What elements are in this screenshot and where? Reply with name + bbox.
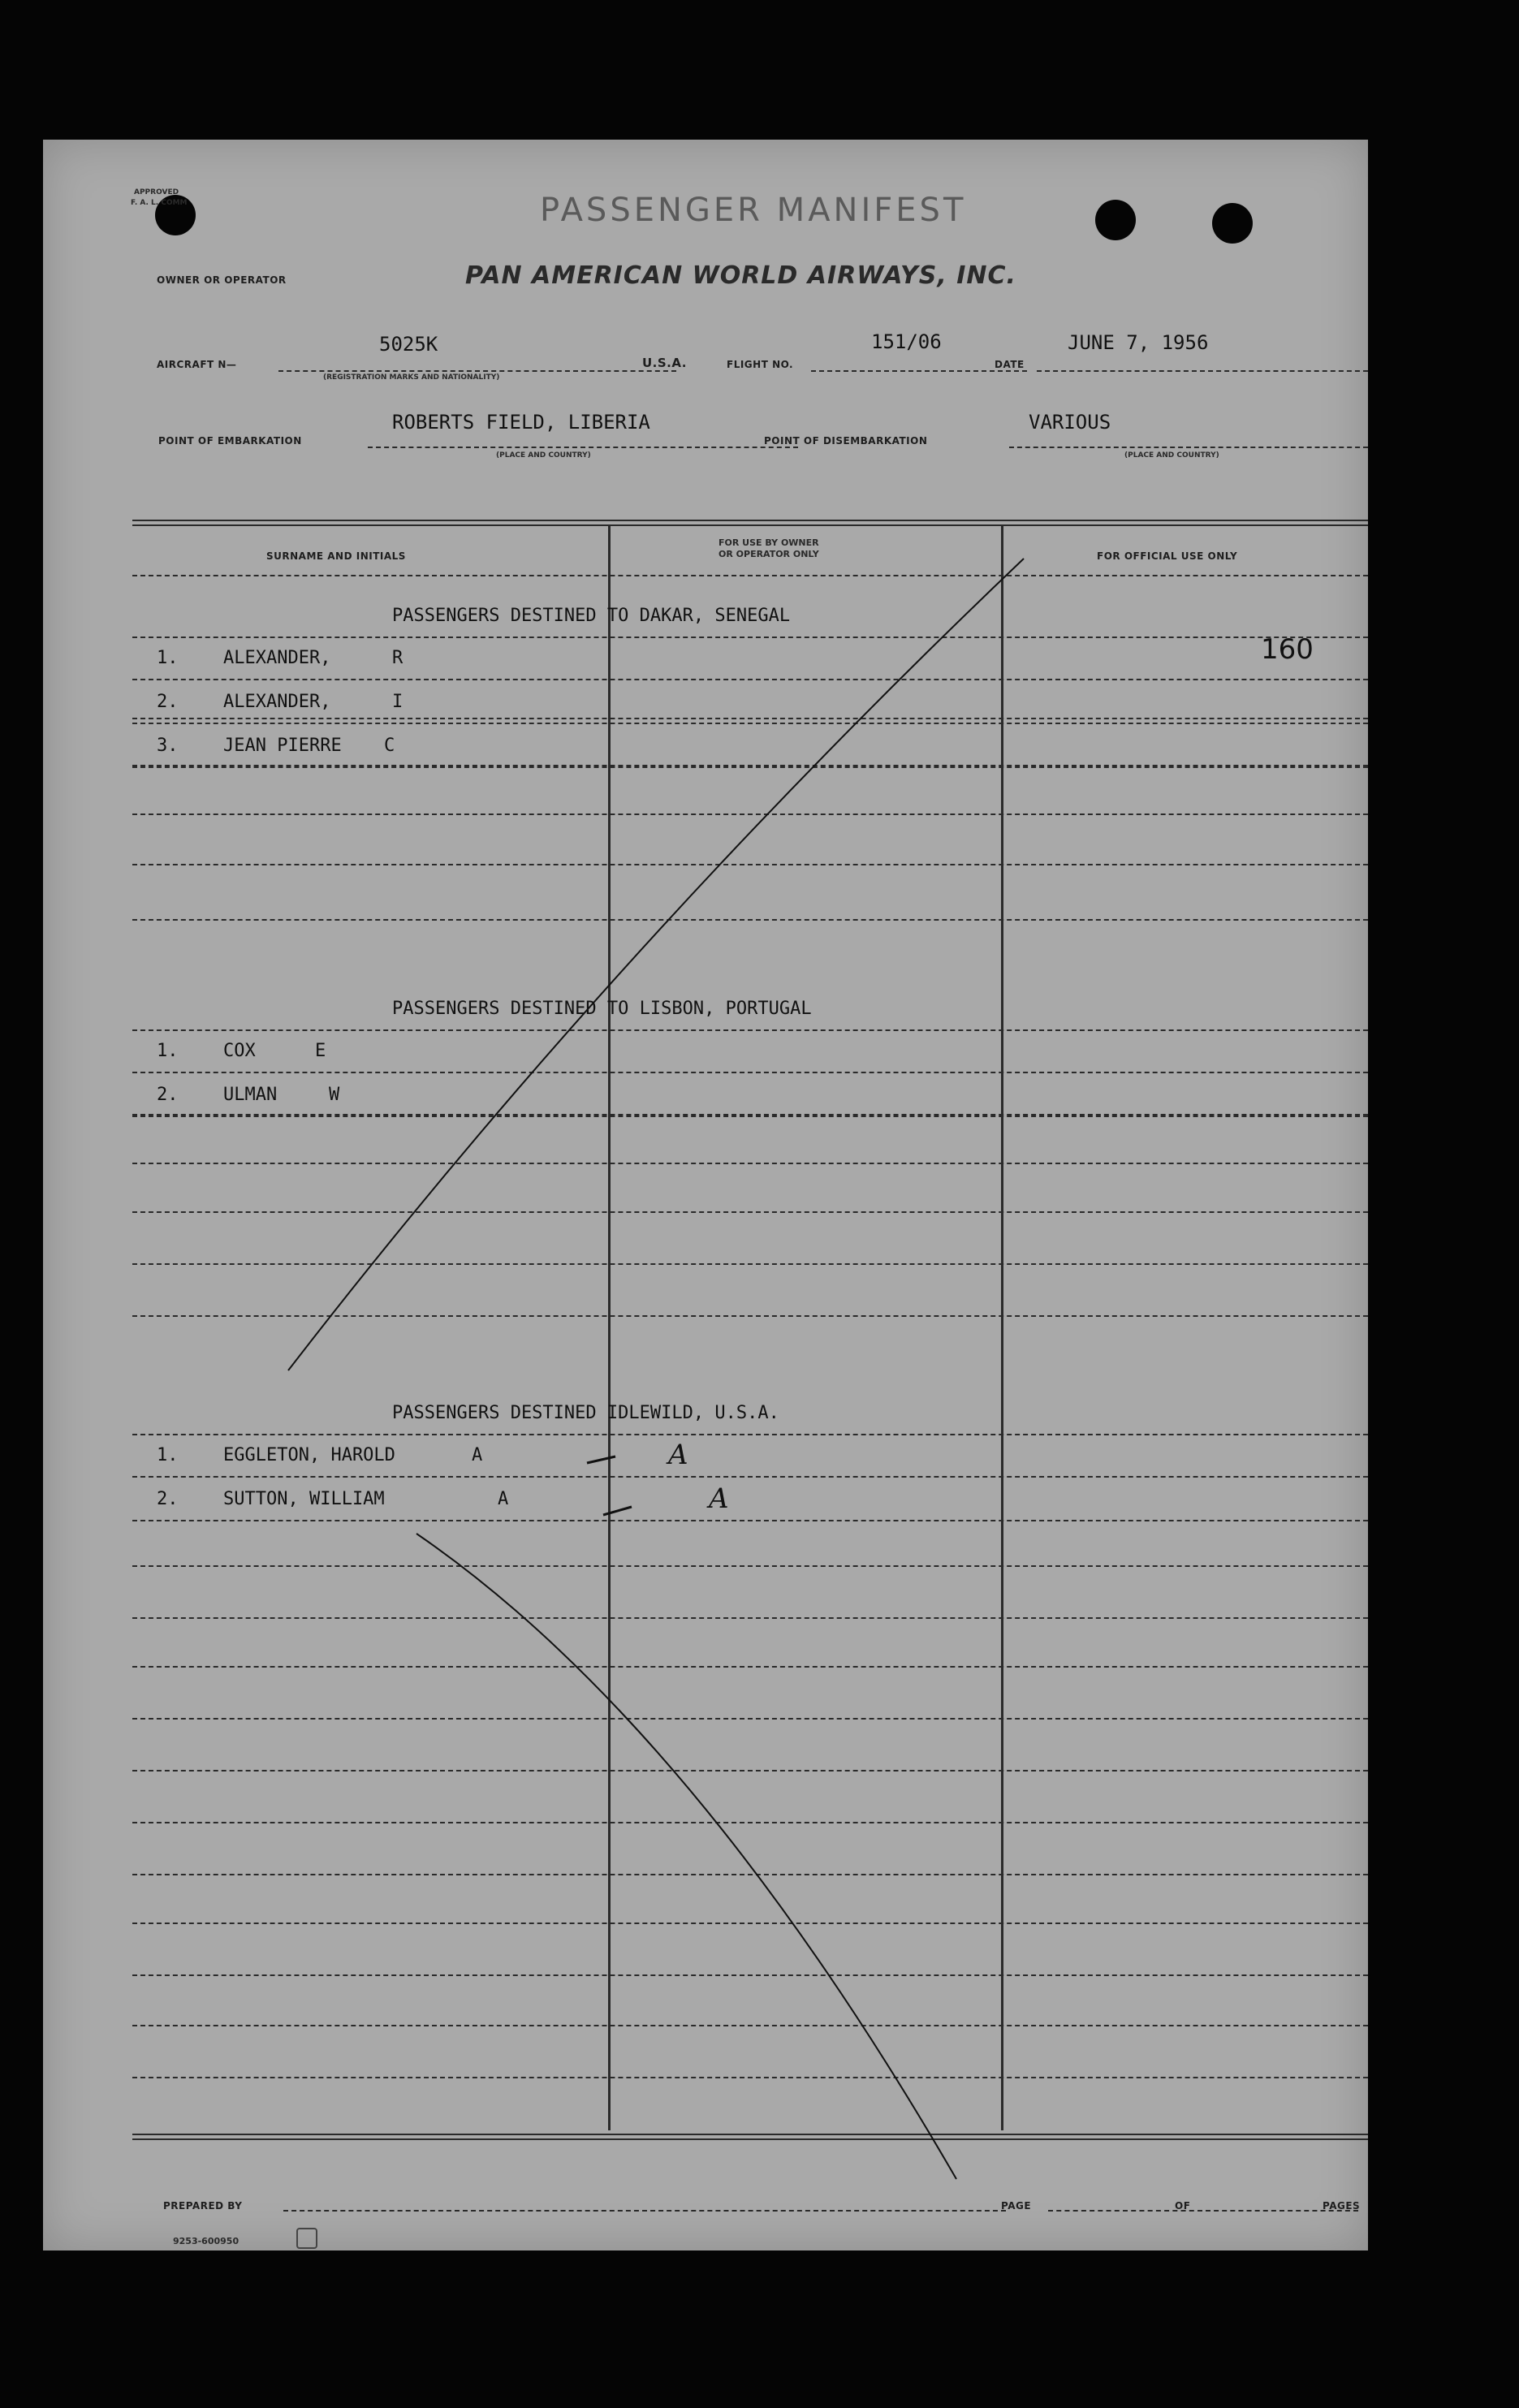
page-label: PAGE: [1001, 2200, 1032, 2212]
passenger-surname: COX: [223, 1041, 256, 1061]
approval-text: F. A. L. COMM: [131, 199, 188, 207]
passenger-surname: EGGLETON, HAROLD: [223, 1445, 395, 1465]
passenger-initial: I: [392, 692, 403, 712]
approval-stamp: APPROVED: [134, 188, 179, 196]
passenger-surname: SUTTON, WILLIAM: [223, 1489, 385, 1509]
checkmark: A: [709, 1482, 729, 1515]
cancel-stroke-lower: [416, 1534, 956, 2179]
aircraft-sublabel: (REGISTRATION MARKS AND NATIONALITY): [323, 373, 500, 382]
group-heading: PASSENGERS DESTINED TO LISBON, PORTUGAL: [392, 999, 812, 1019]
column-header-names: SURNAME AND INITIALS: [266, 550, 406, 562]
passenger-number: 1.: [157, 1041, 179, 1061]
passenger-surname: ULMAN: [223, 1085, 278, 1105]
passenger-number: 2.: [157, 692, 179, 712]
flight-date: JUNE 7, 1956: [1068, 331, 1209, 354]
passenger-surname: ALEXANDER,: [223, 692, 331, 712]
column-header-operator-2: OR OPERATOR ONLY: [719, 549, 819, 559]
embark-label: POINT OF EMBARKATION: [158, 435, 302, 447]
disembark-sublabel: (PLACE AND COUNTRY): [1124, 451, 1219, 460]
group-heading: PASSENGERS DESTINED TO DAKAR, SENEGAL: [392, 606, 791, 626]
embark-point: ROBERTS FIELD, LIBERIA: [392, 411, 650, 434]
disembark-label: POINT OF DISEMBARKATION: [764, 435, 928, 447]
country-label: U.S.A.: [642, 356, 687, 370]
passenger-initial: A: [472, 1445, 483, 1465]
of-label: OF: [1175, 2200, 1191, 2212]
passenger-initial: W: [329, 1085, 340, 1105]
form-number: 9253-600950: [173, 2236, 240, 2246]
manifest-sheet: [43, 140, 1368, 2250]
disembark-point: VARIOUS: [1029, 411, 1111, 434]
group-heading: PASSENGERS DESTINED IDLEWILD, U.S.A.: [392, 1403, 779, 1423]
passenger-initial: R: [392, 648, 403, 668]
passenger-number: 1.: [157, 648, 179, 668]
pages-label: PAGES: [1323, 2200, 1361, 2212]
passenger-number: 3.: [157, 736, 179, 756]
checkmark: A: [668, 1439, 688, 1471]
aircraft-label: AIRCRAFT N—: [157, 359, 237, 370]
flight-number: 151/06: [871, 330, 942, 353]
passenger-initial: A: [498, 1489, 509, 1509]
official-number: 160: [1261, 633, 1314, 666]
flight-label: FLIGHT NO.: [727, 359, 794, 370]
column-header-operator-1: FOR USE BY OWNER: [719, 537, 819, 548]
passenger-initial: E: [315, 1041, 326, 1061]
passenger-surname: ALEXANDER,: [223, 648, 331, 668]
pen-strokes: [43, 140, 1368, 2250]
operator-label: OWNER OR OPERATOR: [157, 274, 287, 286]
passenger-number: 2.: [157, 1085, 179, 1105]
passenger-number: 1.: [157, 1445, 179, 1465]
date-label: DATE: [995, 359, 1025, 370]
prepared-label: PREPARED BY: [163, 2200, 243, 2212]
page-title: PASSENGER MANIFEST: [540, 192, 967, 229]
check-dash: [587, 1456, 615, 1463]
embark-sublabel: (PLACE AND COUNTRY): [496, 451, 591, 460]
aircraft-registration: 5025K: [379, 333, 438, 356]
operator-name: PAN AMERICAN WORLD AIRWAYS, INC.: [465, 261, 1016, 290]
column-header-official: FOR OFFICIAL USE ONLY: [1097, 550, 1238, 562]
cancel-stroke-upper: [288, 559, 1024, 1370]
passenger-surname: JEAN PIERRE: [223, 736, 342, 756]
passenger-initial: C: [384, 736, 395, 756]
check-dash: [603, 1507, 632, 1515]
passenger-number: 2.: [157, 1489, 179, 1509]
